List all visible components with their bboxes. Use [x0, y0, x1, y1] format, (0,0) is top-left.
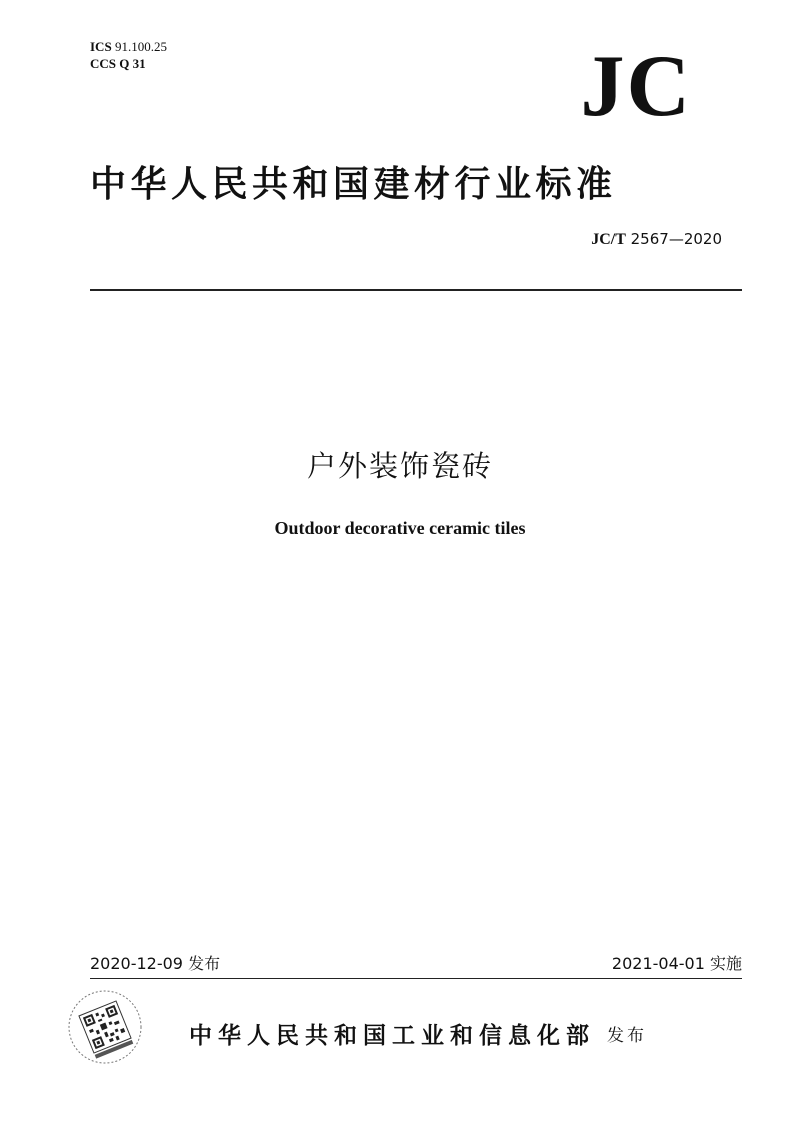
- org-title: 中华人民共和国建材行业标准: [90, 163, 617, 205]
- bottom-divider: [90, 978, 742, 979]
- issue-date: 2020-12-09 发布: [90, 954, 221, 973]
- document-title-zh: 户外装饰瓷砖: [306, 449, 493, 483]
- implementation-date: 2021-04-01 实施: [611, 954, 742, 973]
- jc-logo: JC: [580, 38, 692, 135]
- ccs-code: CCS Q 31: [90, 56, 146, 71]
- top-divider: [90, 289, 742, 291]
- ics-code: ICS 91.100.25: [90, 39, 167, 54]
- publisher-suffix: 发布: [607, 1026, 647, 1046]
- document-title-en: Outdoor decorative ceramic tiles: [274, 518, 526, 538]
- qr-code-seal-icon: [60, 982, 150, 1072]
- publisher: 中华人民共和国工业和信息化部: [189, 1022, 595, 1049]
- standard-number: JC/T 2567—2020: [591, 230, 722, 248]
